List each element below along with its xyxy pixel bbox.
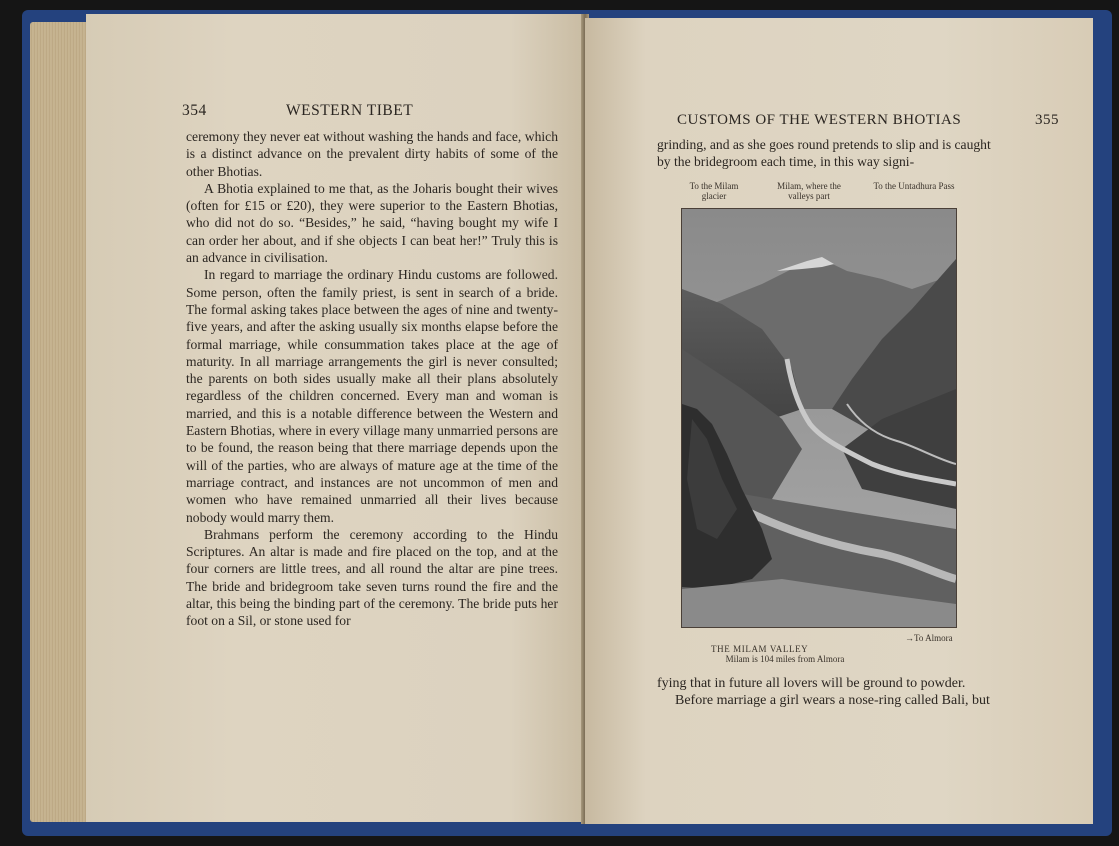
right-bottom-text [657, 675, 997, 710]
page-number: 354 [182, 102, 207, 119]
paragraph: A Bhotia explained to me that, as the Joharis bought their wives (often for £15 or £20), they were superior to the Eastern Bhotias, who did not do so. “Besides,” he said, “having bought my wife I can order her about, and if she objects I can beat her!” Truly this is an advance in civilisation. [186, 180, 558, 266]
paragraph: grinding, and as she goes round pretends to slip and is caught by the bridegroom each time, in this way signi- [657, 137, 991, 170]
plate-label-right: To the Untadhura Pass [873, 181, 955, 191]
plate-caption: THE MILAM VALLEY [711, 644, 809, 654]
running-title: WESTERN TIBET [286, 102, 414, 119]
running-title: CUSTOMS OF THE WESTERN BHOTIAS [677, 112, 962, 128]
paragraph: ceremony they never eat without washing the hands and face, which is a distinct advance on the prevalent dirty habits of some of the other Bhotias. [186, 129, 558, 179]
paragraph: Before marriage a girl wears a nose-ring called Bali, but [675, 693, 990, 709]
plate-subcaption: Milam is 104 miles from Almora [725, 654, 845, 664]
right-page [585, 18, 1093, 824]
paragraph: In regard to marriage the ordinary Hindu customs are followed. Some person, often the family priest, is sent in search of a bride. The formal asking takes place between the ages of nine and twenty-five years, and after the asking usually six months elapse before the formal marriage, while consummation takes place at the age of maturity. In all marriage arrangements the girl is never consulted; the parents on both sides usually make all their plans absolutely regardless of the children concerned. Every man and woman is married, and this is a notable difference between the Western and Eastern Bhotias, where in every village many unmarried persons are to be found, the reason being that there marriage depends upon the will of the parties, who are always of mature age at the time of the marriage contract, and instances are not uncommon of men and women who have remained unmarried all their lives because nobody would marry them. [186, 267, 558, 525]
left-page [86, 14, 584, 822]
right-top-text [657, 136, 993, 171]
plate-label-left: To the Milam glacier [689, 181, 739, 201]
page-number: 355 [1035, 112, 1059, 128]
plate-arrow-label: →To Almora [905, 633, 953, 643]
page-edges [30, 22, 90, 822]
paragraph: Brahmans perform the ceremony according to the Hindu Scriptures. An altar is made and fire placed on the top, and at the four corners are little trees, and all round the altar are pine trees. The bride and bridegroom take seven turns round the fire and the altar, this being the binding part of the ceremony. The bride puts her foot on a Sil, or stone used for [186, 526, 558, 629]
left-body [186, 128, 558, 630]
milam-valley-photograph [681, 208, 957, 628]
paragraph: fying that in future all lovers will be ground to powder. [657, 676, 966, 691]
plate-label-center: Milam, where the valleys part [777, 181, 841, 201]
mountain-valley-image [682, 209, 956, 627]
